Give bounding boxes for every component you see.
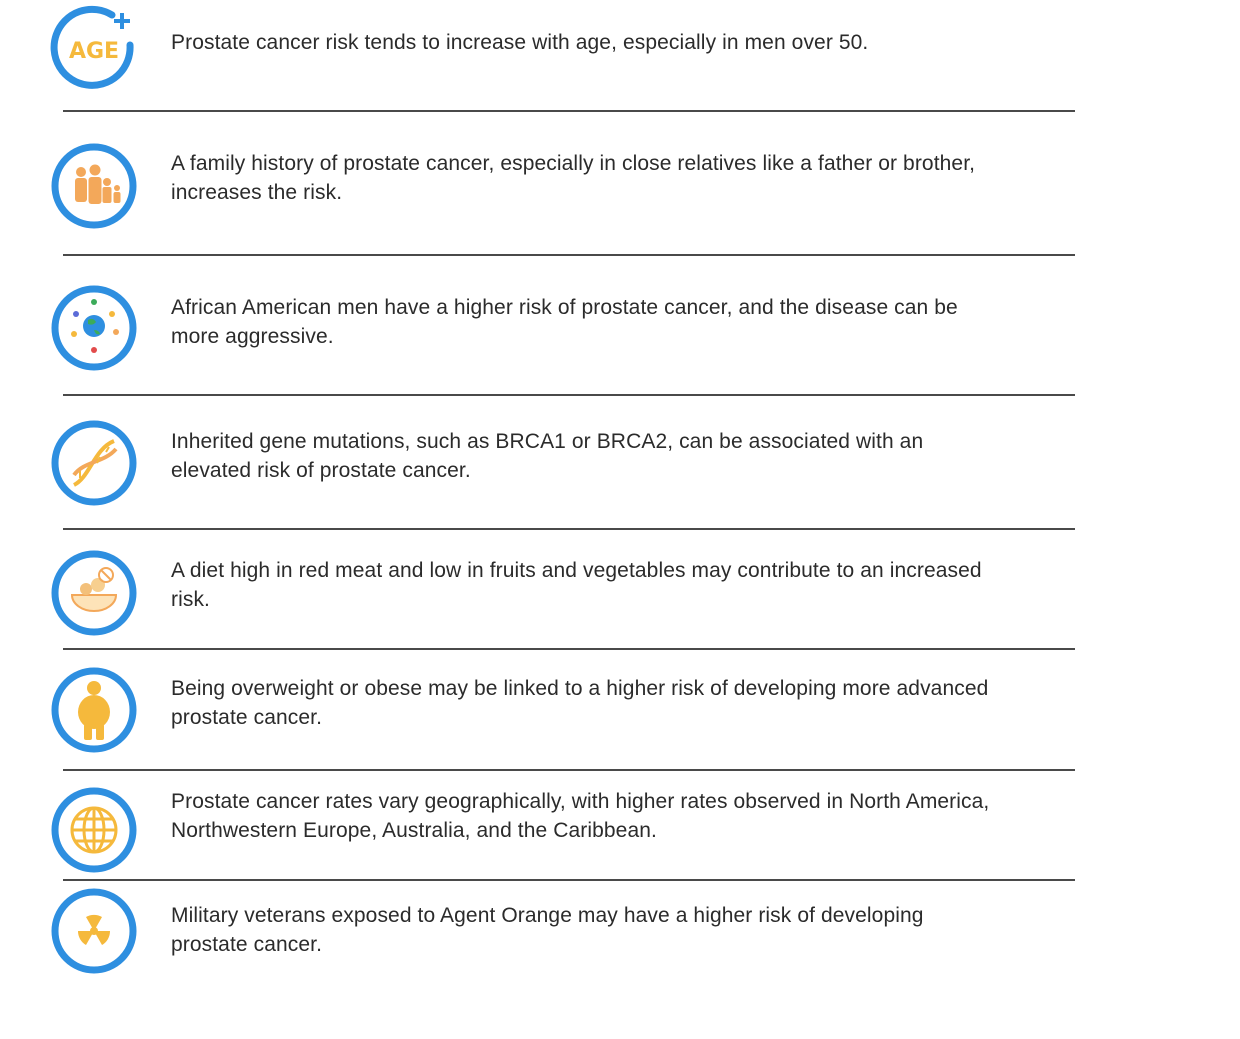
globe-icon (50, 786, 138, 874)
risk-text-obesity: Being overweight or obese may be linked to a higher risk of developing more advanced prostate cancer. (171, 677, 989, 729)
risk-text-agent-orange: Military veterans exposed to Agent Orange may have a higher risk of developing prostate cancer. (171, 904, 924, 956)
risk-text-age: Prostate cancer risk tends to increase with age, especially in men over 50. (171, 31, 869, 54)
obesity-icon (50, 666, 138, 754)
risk-text-race: African American men have a higher risk of prostate cancer, and the disease can be more aggressive. (171, 296, 958, 348)
diversity-globe-icon (50, 284, 138, 372)
radiation-icon (50, 887, 138, 975)
age-icon (50, 5, 138, 93)
divider (63, 879, 1075, 881)
divider (63, 254, 1075, 256)
divider (63, 528, 1075, 530)
dna-icon (50, 419, 138, 507)
risk-text-family: A family history of prostate cancer, especially in close relatives like a father or brother, increases the risk. (171, 152, 976, 204)
divider (63, 769, 1075, 771)
divider (63, 110, 1075, 112)
svg-text:AGE: AGE (68, 39, 120, 64)
risk-text-geography: Prostate cancer rates vary geographically, with higher rates observed in North America, Northwestern Europe, Australia, and the Caribbean. (171, 790, 990, 842)
diet-bowl-icon (50, 549, 138, 637)
risk-text-genetics: Inherited gene mutations, such as BRCA1 or BRCA2, can be associated with an elevated risk of prostate cancer. (171, 430, 924, 482)
divider (63, 648, 1075, 650)
family-icon (50, 142, 138, 230)
risk-text-diet: A diet high in red meat and low in fruits and vegetables may contribute to an increased risk. (171, 559, 982, 611)
divider (63, 394, 1075, 396)
